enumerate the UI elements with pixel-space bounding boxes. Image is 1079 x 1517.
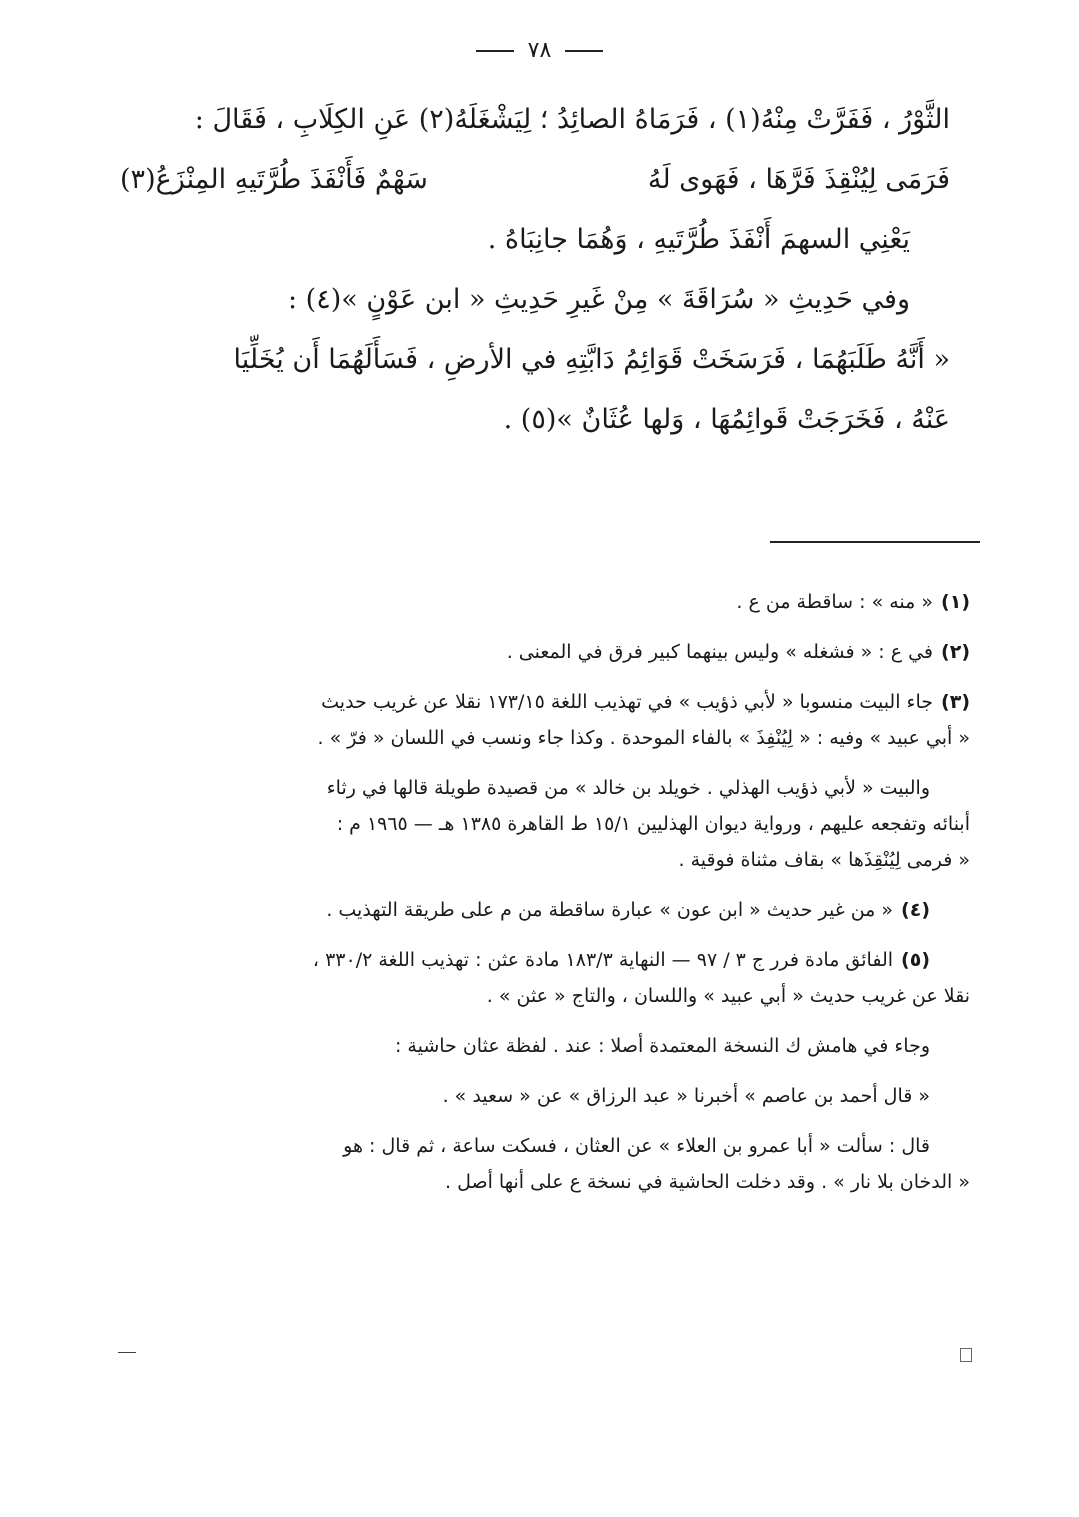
- footnote-text: « أبي عبيد » وفيه : « لِيُنْفِذَ » بالفاء الموحدة . وكذا جاء ونسب في اللسان « فرّ » .: [317, 727, 970, 749]
- main-text: [120, 90, 950, 450]
- footnote-continuation: [120, 1078, 970, 1114]
- footnote: [120, 684, 970, 720]
- footnote-text: « من غير حديث « ابن عون » عبارة ساقطة من م على طريقة التهذيب .: [326, 899, 894, 921]
- footnote-text: والبيت « لأبي ذؤيب الهذلي . خويلد بن خالد » من قصيدة طويلة قالها في رثاء: [326, 777, 930, 799]
- footnote-continuation: [120, 806, 970, 842]
- footnote-continuation: [120, 770, 970, 806]
- verse-second-hemistich: سَهْمٌ فَأَنْفَذَ طُرَّتَيهِ المِنْزَعُ(٣): [120, 164, 428, 195]
- verse-line: [120, 150, 950, 210]
- footnote-continuation: [120, 720, 970, 756]
- main-line: الثَّوْرُ ، فَفَرَّتْ مِنْهُ(١) ، فَرَمَاهُ الصائِدُ ؛ لِيَشْغَلَهُ(٢) عَنِ الكِلَابِ ، فَقَالَ :: [194, 104, 950, 135]
- footnote-text: « منه » : ساقطة من ع .: [736, 591, 934, 613]
- page-number: [0, 38, 1079, 63]
- footnote-continuation: [120, 842, 970, 878]
- footnote-continuation: [120, 1164, 970, 1200]
- footnote-separator: [770, 541, 980, 543]
- footnote: [120, 584, 970, 620]
- footnote-text: قال : سألت « أبا عمرو بن العلاء » عن العثان ، فسكت ساعة ، ثم قال : هو: [343, 1135, 930, 1157]
- footnote-continuation: [120, 1128, 970, 1164]
- footnote-number: (٤): [901, 899, 930, 921]
- footnote-text: « قال أحمد بن عاصم » أخبرنا « عبد الرزاق » عن « سعيد » .: [442, 1085, 930, 1107]
- footnote-text: في ع : « فشغله » وليس بينهما كبير فرق في المعنى .: [506, 641, 934, 663]
- scan-edge-mark: [118, 1352, 136, 1353]
- footnote-number: (٢): [941, 641, 970, 663]
- footnote-continuation: [120, 1028, 970, 1064]
- footnotes: [120, 570, 970, 1200]
- footnote-continuation: [120, 978, 970, 1014]
- main-line: يَعْنِي السهمَ أَنْفَذَ طُرَّتَيهِ ، وَهُمَا جانِبَاهُ .: [487, 224, 910, 255]
- footnote-number: (٥): [901, 949, 930, 971]
- main-line: وفي حَدِيثِ « سُرَاقَةَ » مِنْ غَيرِ حَدِيثِ « ابن عَوْنٍ »(٤) :: [287, 284, 910, 315]
- footnote-text: أبنائه وتفجعه عليهم ، ورواية ديوان الهذليين ١٥/١ ط القاهرة ١٣٨٥ هـ — ١٩٦٥ م :: [336, 813, 970, 835]
- page-number-text: ٧٨: [527, 38, 552, 63]
- footnote-text: جاء البيت منسوبا « لأبي ذؤيب » في تهذيب اللغة ١٧٣/١٥ نقلا عن غريب حديث: [321, 691, 934, 713]
- main-line: « أَنَّهُ طَلَبَهُمَا ، فَرَسَخَتْ قَوَائِمُ دَابَّتِهِ في الأرضِ ، فَسَأَلَهُمَا أَن يُخَلِّيَا: [233, 344, 950, 375]
- footnote-text: وجاء في هامش ك النسخة المعتمدة أصلا : عند . لفظة عثان حاشية :: [394, 1035, 930, 1057]
- footnote-number: (١): [941, 591, 970, 613]
- footnote-text: « فرمى لِيُنْقِذَها » بقاف مثناة فوقية .: [678, 849, 970, 871]
- footnote: [120, 634, 970, 670]
- page-number-dash-left: [476, 50, 514, 52]
- scan-bracket-mark: [960, 1348, 972, 1362]
- verse-first-hemistich: فَرَمَى لِيُنْقِذَ فَرَّهَا ، فَهَوى لَهُ: [647, 164, 950, 195]
- footnote-text: الفائق مادة فرر ج ٣ / ٩٧ — النهاية ١٨٣/٣ مادة عثن : تهذيب اللغة ٣٣٠/٢ ،: [312, 949, 894, 971]
- footnote-text: نقلا عن غريب حديث « أبي عبيد » واللسان ، والتاج « عثن » .: [486, 985, 970, 1007]
- footnote: [120, 942, 970, 978]
- main-line: عَنْهُ ، فَخَرَجَتْ قَوائِمُهَا ، وَلها عُثَانٌ »(٥) .: [503, 404, 950, 435]
- footnote-text: « الدخان بلا نار » . وقد دخلت الحاشية في نسخة ع على أنها أصل .: [445, 1171, 970, 1193]
- footnote: [120, 892, 970, 928]
- page-number-dash-right: [565, 50, 603, 52]
- footnote-number: (٣): [941, 691, 970, 713]
